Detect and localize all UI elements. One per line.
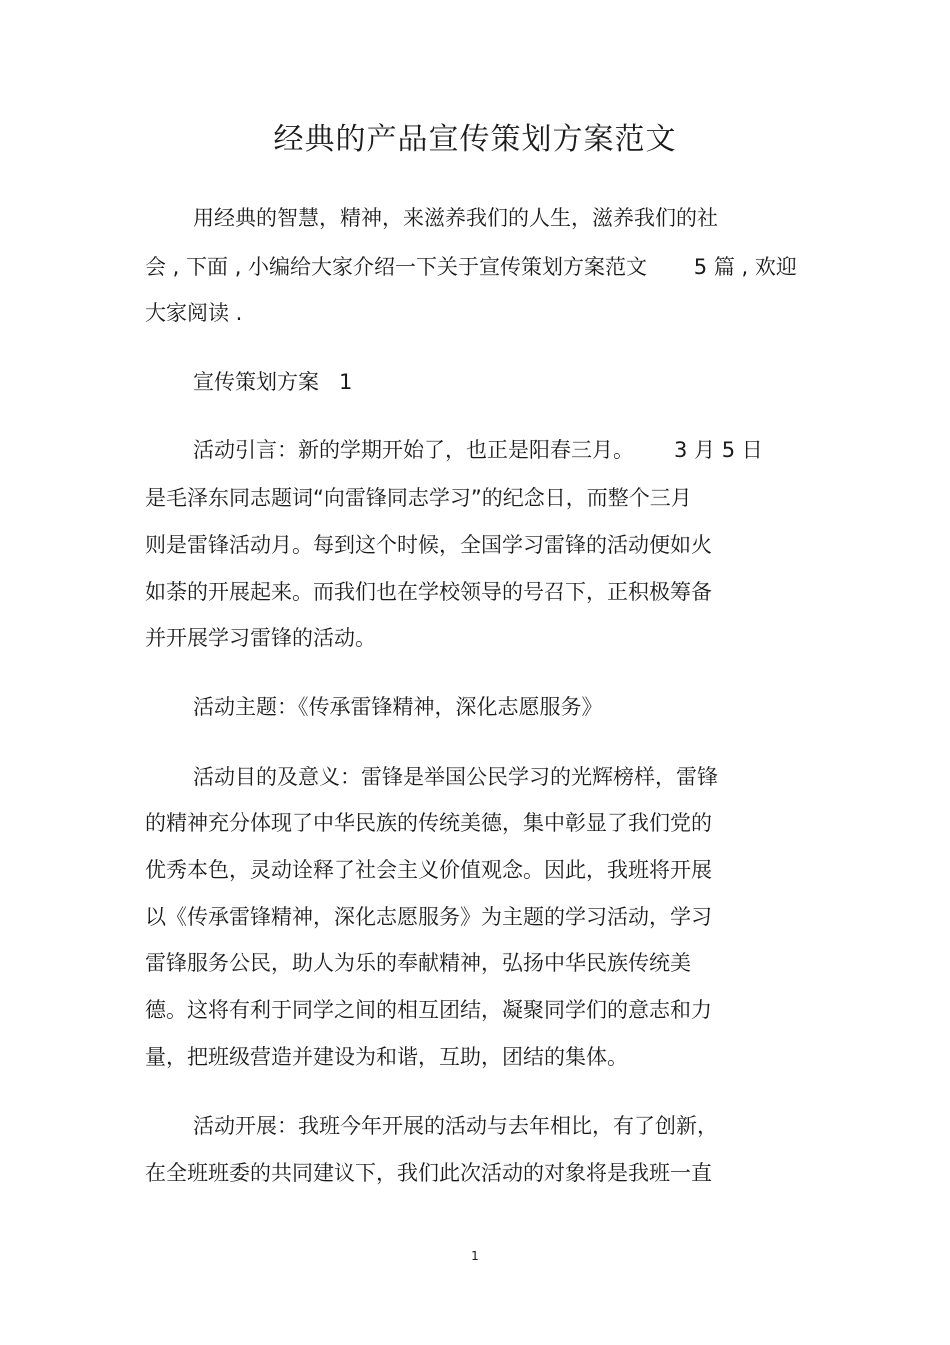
paragraph-2-line-7: 量，把班级营造并建设为和谐，互助，团结的集体。 xyxy=(145,1045,628,1069)
intro-line-1: 用经典的智慧，精神，来滋养我们的人生，滋养我们的社 xyxy=(193,206,718,230)
section-heading: 宣传策划方案 1 xyxy=(193,370,353,394)
intro-line-2: 会 , 下面 , 小编给大家介绍一下关于宣传策划方案范文 5 篇 , 欢迎 xyxy=(145,255,797,279)
paragraph-2-line-6: 德。这将有利于同学之间的相互团结，凝聚同学们的意志和力 xyxy=(145,998,712,1022)
paragraph-2-line-3: 优秀本色，灵动诠释了社会主义价值观念。因此，我班将开展 xyxy=(145,858,712,882)
paragraph-2-line-4: 以《传承雷锋精神，深化志愿服务》为主题的学习活动，学习 xyxy=(145,905,712,929)
activity-theme: 活动主题：《传承雷锋精神，深化志愿服务》 xyxy=(193,695,603,719)
paragraph-2-line-5: 雷锋服务公民，助人为乐的奉献精神，弘扬中华民族传统美 xyxy=(145,951,691,975)
page-number: 1 xyxy=(471,1249,479,1263)
document-title: 经典的产品宣传策划方案范文 xyxy=(273,122,677,157)
paragraph-3-line-2: 在全班班委的共同建议下，我们此次活动的对象将是我班一直 xyxy=(145,1161,712,1185)
intro-line-3: 大家阅读 . xyxy=(145,301,243,325)
paragraph-1-line-3: 则是雷锋活动月。每到这个时候，全国学习雷锋的活动便如火 xyxy=(145,533,712,557)
paragraph-2-line-1: 活动目的及意义：雷锋是举国公民学习的光辉榜样，雷锋 xyxy=(193,765,718,789)
paragraph-1-line-1: 活动引言：新的学期开始了，也正是阳春三月。 3 月 5 日 xyxy=(193,438,763,462)
paragraph-3-line-1: 活动开展：我班今年开展的活动与去年相比，有了创新， xyxy=(193,1114,718,1138)
paragraph-1-line-5: 并开展学习雷锋的活动。 xyxy=(145,626,376,650)
paragraph-2-line-2: 的精神充分体现了中华民族的传统美德，集中彰显了我们党的 xyxy=(145,811,712,835)
paragraph-1-line-2: 是毛泽东同志题词“向雷锋同志学习”的纪念日，而整个三月 xyxy=(145,486,692,510)
paragraph-1-line-4: 如荼的开展起来。而我们也在学校领导的号召下，正积极筹备 xyxy=(145,580,712,604)
